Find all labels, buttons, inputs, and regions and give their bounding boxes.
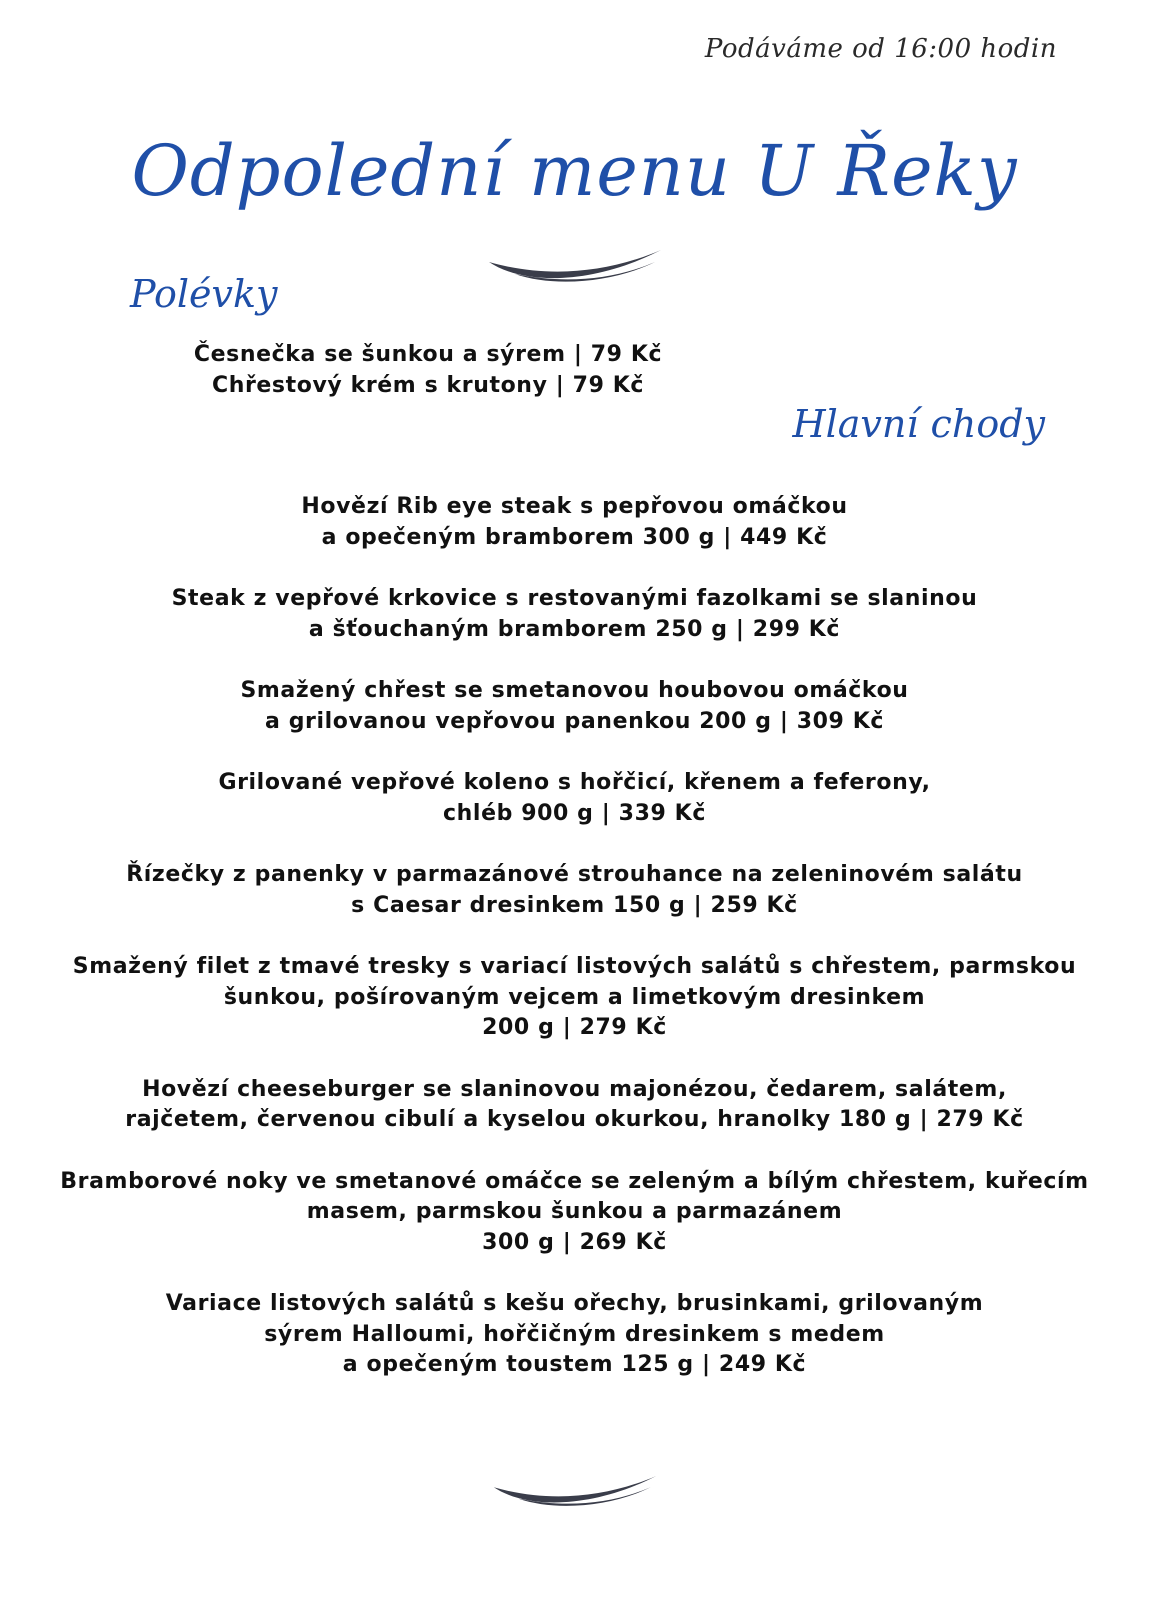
menu-title: Odpolední menu U Řeky — [131, 130, 1018, 212]
dish-line: chléb 900 g | 339 Kč — [443, 800, 706, 826]
dish-line: 200 g | 279 Kč — [482, 1015, 667, 1040]
dish-line: Hovězí cheeseburger se slaninovou majonézou, čedarem, salátem, — [142, 1076, 1007, 1102]
dish-line: Smažený chřest se smetanovou houbovou omáčkou — [240, 678, 909, 703]
dish-line: sýrem Halloumi, hořčičným dresinkem s medem — [264, 1321, 885, 1347]
dish-line: rajčetem, červenou cibulí a kyselou okurkou, hranolky 180 g | 279 Kč — [125, 1107, 1024, 1132]
dish-item — [0, 1167, 1149, 1259]
mains-heading: Hlavní chody — [792, 402, 1045, 446]
soup-item: Česnečka se šunkou a sýrem | 79 Kč — [193, 342, 663, 367]
serving-time-note: Podáváme od 16:00 hodin — [704, 34, 1057, 64]
dish-item — [0, 492, 1149, 553]
dish-item — [0, 584, 1149, 645]
dish-line: Grilované vepřové koleno s hořčicí, křenem a feferony, — [218, 770, 931, 795]
soup-item: Chřestový krém s krutony | 79 Kč — [211, 372, 645, 398]
dish-item — [0, 676, 1149, 737]
dish-line: s Caesar dresinkem 150 g | 259 Kč — [351, 892, 798, 918]
soups-list — [138, 340, 718, 401]
dish-line: a opečeným toustem 125 g | 249 Kč — [342, 1352, 807, 1377]
dish-line: Smažený filet z tmavé tresky s variací listových salátů s chřestem, parmskou — [72, 954, 1077, 979]
wave-ornament-icon — [490, 1470, 660, 1514]
dish-line: Steak z vepřové krkovice s restovanými fazolkami se slaninou — [171, 586, 978, 611]
soups-heading: Polévky — [130, 272, 278, 316]
dish-line: Řízečky z panenky v parmazánové strouhance na zeleninovém salátu — [126, 862, 1023, 887]
dish-line: masem, parmskou šunkou a parmazánem — [306, 1199, 843, 1224]
wave-ornament-icon — [485, 244, 665, 290]
dish-item — [0, 1289, 1149, 1381]
dish-line: a opečeným bramborem 300 g | 449 Kč — [321, 524, 828, 550]
dish-line: a šťouchaným bramborem 250 g | 299 Kč — [308, 616, 841, 642]
dish-line: šunkou, pošírovaným vejcem a limetkovým dresinkem — [223, 984, 926, 1010]
dish-item — [0, 768, 1149, 829]
dish-item — [0, 1075, 1149, 1136]
dish-line: Variace listových salátů s kešu ořechy, brusinkami, grilovaným — [165, 1291, 984, 1316]
mains-list — [0, 492, 1149, 1412]
dish-line: Bramborové noky ve smetanové omáčce se zeleným a bílým chřestem, kuřecím — [60, 1168, 1089, 1194]
dish-item — [0, 860, 1149, 921]
dish-line: a grilovanou vepřovou panenkou 200 g | 309 Kč — [264, 708, 884, 734]
dish-line: 300 g | 269 Kč — [482, 1229, 667, 1255]
dish-item — [0, 952, 1149, 1044]
dish-line: Hovězí Rib eye steak s pepřovou omáčkou — [301, 494, 848, 519]
